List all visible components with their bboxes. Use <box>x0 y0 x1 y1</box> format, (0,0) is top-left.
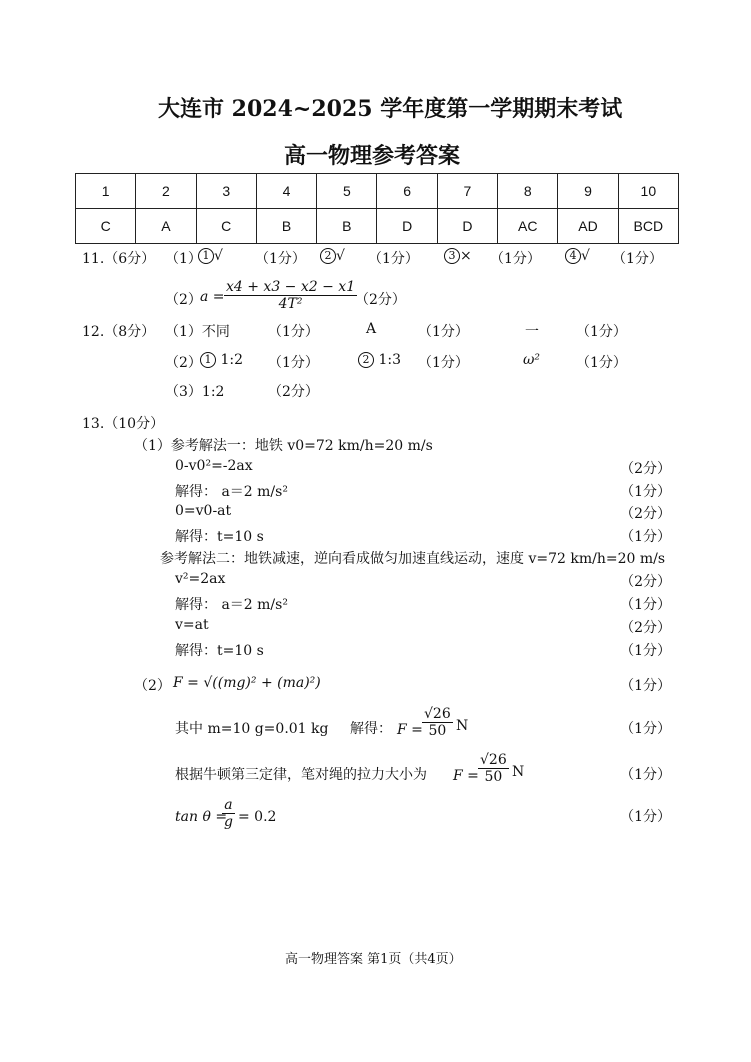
table-cell: 5 <box>317 174 377 209</box>
table-cell: AD <box>558 209 618 244</box>
circled-number: 2 <box>358 352 374 368</box>
q13-part2-label: （2） <box>134 678 171 694</box>
q12-row3-part: （3）1:2 <box>165 384 225 400</box>
force-lhs: F = <box>453 768 479 784</box>
q12-row1-part: （1）不同 <box>165 324 230 340</box>
q11-points: （1分） <box>255 251 306 267</box>
points-label: （1分） <box>620 484 671 500</box>
table-cell: 3 <box>196 174 256 209</box>
circled-number: 1 <box>198 248 214 264</box>
q11-item2 <box>320 248 345 264</box>
q12-points: （1分） <box>576 355 627 371</box>
table-cell: B <box>317 209 377 244</box>
answer-table <box>75 173 679 244</box>
table-cell: AC <box>498 209 558 244</box>
page-footer: 高一物理答案 第1页（共4页） <box>285 952 462 967</box>
q11-points: （1分） <box>612 251 663 267</box>
q12-points: （1分） <box>268 324 319 340</box>
solution-line: v=at <box>175 617 209 633</box>
table-cell: BCD <box>618 209 678 244</box>
solve-label: 解得： <box>350 721 392 737</box>
mass-statement: 其中 m=10 g=0.01 kg <box>175 721 329 737</box>
q13-label: 13.（10分） <box>82 416 165 432</box>
circled-number: 1 <box>200 352 216 368</box>
solution-line: 解得：t=10 s <box>175 529 264 545</box>
q13-method2-heading: 参考解法二：地铁减速，逆向看成做匀加速直线运动，速度 v=72 km/h=20 m/s <box>160 551 666 567</box>
solution-line: 解得：t=10 s <box>175 643 264 659</box>
q11-points: （2分） <box>355 292 406 308</box>
tan-fraction <box>222 797 235 830</box>
table-cell: 8 <box>498 174 558 209</box>
table-cell: D <box>437 209 497 244</box>
solution-line: v²=2ax <box>175 571 226 587</box>
answer-mark: √ <box>581 248 590 264</box>
q12-answer <box>358 352 401 368</box>
points-label: （1分） <box>620 721 671 737</box>
points-label: （1分） <box>620 643 671 659</box>
circled-number: 4 <box>565 248 581 264</box>
points-label: （1分） <box>620 678 671 694</box>
fraction-numerator: a <box>222 797 235 814</box>
q12-answer: 一 <box>525 324 539 340</box>
ratio-value: 1:3 <box>378 352 401 368</box>
page-title: 大连市 2024~2025 学年度第一学期期末考试 <box>158 96 623 122</box>
table-row-numbers <box>76 174 679 209</box>
points-label: （2分） <box>620 506 671 522</box>
page-subtitle: 高一物理参考答案 <box>284 143 461 169</box>
points-label: （1分） <box>620 809 671 825</box>
table-cell: C <box>196 209 256 244</box>
q11-part2: （2） <box>165 292 202 308</box>
points-label: （1分） <box>620 529 671 545</box>
table-row-answers <box>76 209 679 244</box>
circled-number: 3 <box>444 248 460 264</box>
table-cell: 10 <box>618 174 678 209</box>
q11-item4 <box>565 248 590 264</box>
table-cell: 7 <box>437 174 497 209</box>
fraction-denominator: g <box>224 814 233 830</box>
solution-line: 0=v0-at <box>175 503 232 519</box>
circled-number: 2 <box>320 248 336 264</box>
table-cell: 2 <box>136 174 196 209</box>
fraction-numerator: √26 <box>424 706 451 722</box>
points-label: （1分） <box>620 597 671 613</box>
q11-part1: （1） <box>165 251 202 267</box>
q11-label: 11.（6分） <box>82 251 156 267</box>
force-fraction <box>478 752 509 785</box>
table-cell: 1 <box>76 174 136 209</box>
q12-label: 12.（8分） <box>82 324 156 340</box>
q11-points: （1分） <box>368 251 419 267</box>
q12-answer: ω² <box>523 352 541 368</box>
q12-row2-part: （2） <box>165 355 202 371</box>
q13-part2-formula: F = √((mg)² + (ma)²) <box>173 675 321 691</box>
force-lhs: F = <box>397 722 423 738</box>
table-cell: 4 <box>256 174 316 209</box>
q12-points: （1分） <box>268 355 319 371</box>
ratio-value: 1:2 <box>220 352 243 368</box>
table-cell: D <box>377 209 437 244</box>
table-cell: A <box>136 209 196 244</box>
q12-points: （1分） <box>418 355 469 371</box>
q12-points: （2分） <box>268 384 319 400</box>
points-label: （2分） <box>620 574 671 590</box>
answer-mark: × <box>460 248 472 264</box>
fraction-numerator: √26 <box>480 752 507 768</box>
answer-mark: √ <box>214 248 223 264</box>
force-unit: N <box>512 764 525 780</box>
q11-formula-lhs: a = <box>200 289 225 305</box>
table-cell: B <box>256 209 316 244</box>
solution-line: 解得： a＝2 m/s² <box>175 484 288 500</box>
tan-lhs: tan θ = <box>175 809 228 825</box>
q11-item3 <box>444 248 472 264</box>
answer-mark: √ <box>336 248 345 264</box>
q12-answer <box>200 352 243 368</box>
table-cell: 6 <box>377 174 437 209</box>
q12-answer: A <box>366 321 377 337</box>
solution-line: 解得： a＝2 m/s² <box>175 597 288 613</box>
table-cell: C <box>76 209 136 244</box>
tan-rhs: = 0.2 <box>238 809 277 825</box>
points-label: （1分） <box>620 767 671 783</box>
points-label: （2分） <box>620 620 671 636</box>
solution-line: 0-v0²=-2ax <box>175 458 253 474</box>
force-unit: N <box>456 718 469 734</box>
force-fraction <box>422 706 453 739</box>
q12-points: （1分） <box>576 324 627 340</box>
q11-formula-fraction <box>224 279 357 312</box>
q11-points: （1分） <box>490 251 541 267</box>
newton-third-law-statement: 根据牛顿第三定律，笔对绳的拉力大小为 <box>175 767 427 783</box>
table-cell: 9 <box>558 174 618 209</box>
fraction-denominator: 50 <box>428 723 447 739</box>
fraction-numerator: x4 + x3 − x2 − x1 <box>226 279 356 295</box>
q12-points: （1分） <box>418 324 469 340</box>
fraction-denominator: 4T² <box>278 296 303 312</box>
fraction-denominator: 50 <box>484 769 503 785</box>
q11-item1 <box>198 248 223 264</box>
points-label: （2分） <box>620 461 671 477</box>
q13-method1-heading: （1）参考解法一：地铁 v0=72 km/h=20 m/s <box>134 438 433 454</box>
